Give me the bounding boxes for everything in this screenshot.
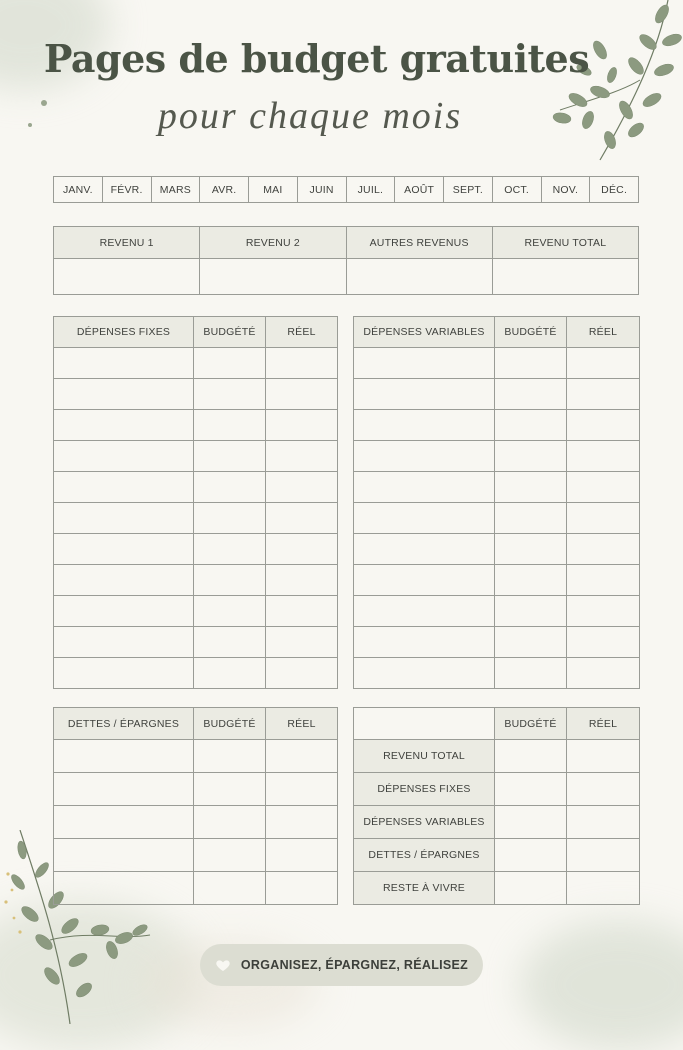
summary-cell[interactable] [567,839,640,872]
table-row [354,410,640,441]
entry-cell[interactable] [194,872,266,905]
table-row [354,534,640,565]
entry-cell[interactable] [495,379,567,410]
entry-cell[interactable] [266,658,338,689]
summary-row-fixed-expenses: DÉPENSES FIXES [354,773,495,806]
entry-cell[interactable] [194,806,266,839]
month-jun[interactable]: JUIN [297,177,346,203]
entry-cell[interactable] [266,441,338,472]
entry-cell[interactable] [54,348,194,379]
income-input-total[interactable] [492,259,638,295]
income-input-1[interactable] [54,259,200,295]
table-row [54,348,338,379]
entry-cell[interactable] [567,410,640,441]
entry-cell[interactable] [495,441,567,472]
entry-cell[interactable] [354,410,495,441]
summary-cell[interactable] [567,773,640,806]
entry-cell[interactable] [567,534,640,565]
table-row [354,379,640,410]
month-oct[interactable]: OCT. [492,177,541,203]
entry-cell[interactable] [266,806,338,839]
month-dec[interactable]: DÉC. [590,177,639,203]
table-row [54,472,338,503]
table-row [54,627,338,658]
summary-cell[interactable] [495,740,567,773]
month-jul[interactable]: JUIL. [346,177,395,203]
table-row [54,872,338,905]
debts-savings-rows [54,740,338,905]
month-selector [53,176,639,203]
variable-expenses-table [353,316,640,689]
entry-cell[interactable] [54,596,194,627]
entry-cell[interactable] [567,472,640,503]
table-row [54,740,338,773]
variable-budgeted-header: BUDGÉTÉ [495,317,567,348]
entry-cell[interactable] [54,441,194,472]
table-row [54,565,338,596]
entry-cell[interactable] [266,740,338,773]
entry-cell[interactable] [354,565,495,596]
tagline-text: ORGANISEZ, ÉPARGNEZ, RÉALISEZ [240,958,469,972]
entry-cell[interactable] [495,348,567,379]
entry-cell[interactable] [194,773,266,806]
month-jan[interactable]: JANV. [54,177,103,203]
entry-cell[interactable] [266,773,338,806]
summary-cell[interactable] [495,872,567,905]
entry-cell[interactable] [266,379,338,410]
income-header-total: REVENU TOTAL [492,227,638,259]
entry-cell[interactable] [567,596,640,627]
fixed-actual-header: RÉEL [266,317,338,348]
entry-cell[interactable] [54,534,194,565]
entry-cell[interactable] [495,596,567,627]
entry-cell[interactable] [495,410,567,441]
leaf-branch-top-right-icon [540,0,683,175]
variable-expenses-header: DÉPENSES VARIABLES [354,317,495,348]
month-nov[interactable]: NOV. [541,177,590,203]
entry-cell[interactable] [495,565,567,596]
entry-cell[interactable] [54,839,194,872]
entry-cell[interactable] [354,472,495,503]
entry-cell[interactable] [266,472,338,503]
summary-corner [354,708,495,740]
table-row [54,410,338,441]
watercolor-wash-bottom-right [520,920,683,1050]
variable-actual-header: RÉEL [567,317,640,348]
entry-cell[interactable] [567,658,640,689]
entry-cell[interactable] [266,503,338,534]
income-header-2: REVENU 2 [200,227,346,259]
entry-cell[interactable] [567,348,640,379]
summary-row-variable-expenses: DÉPENSES VARIABLES [354,806,495,839]
entry-cell[interactable] [495,472,567,503]
entry-cell[interactable] [194,565,266,596]
entry-cell[interactable] [354,596,495,627]
entry-cell[interactable] [266,839,338,872]
entry-cell[interactable] [567,627,640,658]
summary-cell[interactable] [567,872,640,905]
entry-cell[interactable] [54,806,194,839]
month-sep[interactable]: SEPT. [444,177,493,203]
entry-cell[interactable] [54,627,194,658]
table-row [354,658,640,689]
entry-cell[interactable] [567,379,640,410]
summary-cell[interactable] [495,806,567,839]
entry-cell[interactable] [354,379,495,410]
entry-cell[interactable] [495,658,567,689]
debts-actual-header: RÉEL [266,708,338,740]
entry-cell[interactable] [495,503,567,534]
entry-cell[interactable] [194,410,266,441]
entry-cell[interactable] [194,839,266,872]
entry-cell[interactable] [194,596,266,627]
entry-cell[interactable] [194,348,266,379]
income-header-other: AUTRES REVENUS [346,227,492,259]
table-row [354,472,640,503]
entry-cell[interactable] [354,348,495,379]
page-subtitle: pour chaque mois [157,95,463,137]
month-may[interactable]: MAI [249,177,298,203]
entry-cell[interactable] [266,348,338,379]
entry-cell[interactable] [194,472,266,503]
entry-cell[interactable] [54,773,194,806]
table-row [54,534,338,565]
entry-cell[interactable] [354,503,495,534]
entry-cell[interactable] [54,379,194,410]
summary-cell[interactable] [495,773,567,806]
summary-budgeted-header: BUDGÉTÉ [495,708,567,740]
table-row [54,503,338,534]
income-input-2[interactable] [200,259,346,295]
entry-cell[interactable] [194,627,266,658]
entry-cell[interactable] [266,627,338,658]
entry-cell[interactable] [266,565,338,596]
entry-cell[interactable] [194,441,266,472]
table-row [54,839,338,872]
table-row [354,627,640,658]
heart-icon [215,957,231,973]
entry-cell[interactable] [567,503,640,534]
tagline-pill [200,944,483,986]
entry-cell[interactable] [54,658,194,689]
table-row [54,441,338,472]
fixed-expenses-rows [54,348,338,689]
income-header-1: REVENU 1 [54,227,200,259]
summary-row-debts-savings: DETTES / ÉPARGNES [354,839,495,872]
entry-cell[interactable] [266,596,338,627]
table-row [354,596,640,627]
fixed-budgeted-header: BUDGÉTÉ [194,317,266,348]
variable-expenses-rows [354,348,640,689]
entry-cell[interactable] [266,534,338,565]
summary-cell[interactable] [495,839,567,872]
income-table [53,226,639,295]
entry-cell[interactable] [54,503,194,534]
page-title: Pages de budget gratuites [43,36,590,81]
summary-row-total-income: REVENU TOTAL [354,740,495,773]
entry-cell[interactable] [194,658,266,689]
entry-cell[interactable] [54,472,194,503]
entry-cell[interactable] [495,534,567,565]
month-aug[interactable]: AOÛT [395,177,444,203]
entry-cell[interactable] [567,441,640,472]
summary-cell[interactable] [567,740,640,773]
debts-savings-table [53,707,338,905]
table-row [54,379,338,410]
entry-cell[interactable] [194,740,266,773]
entry-cell[interactable] [54,565,194,596]
entry-cell[interactable] [194,534,266,565]
month-mar[interactable]: MARS [151,177,200,203]
table-row [354,565,640,596]
fixed-expenses-header: DÉPENSES FIXES [54,317,194,348]
entry-cell[interactable] [266,872,338,905]
entry-cell[interactable] [354,534,495,565]
fixed-expenses-table [53,316,338,689]
summary-row-remaining: RESTE À VIVRE [354,872,495,905]
table-row [54,596,338,627]
entry-cell[interactable] [54,872,194,905]
entry-cell[interactable] [54,740,194,773]
month-apr[interactable]: AVR. [200,177,249,203]
entry-cell[interactable] [354,658,495,689]
table-row [54,806,338,839]
entry-cell[interactable] [354,627,495,658]
debts-budgeted-header: BUDGÉTÉ [194,708,266,740]
table-row [354,348,640,379]
income-input-other[interactable] [346,259,492,295]
month-feb[interactable]: FÉVR. [102,177,151,203]
summary-cell[interactable] [567,806,640,839]
table-row [54,773,338,806]
entry-cell[interactable] [194,379,266,410]
table-row [354,441,640,472]
entry-cell[interactable] [354,441,495,472]
summary-actual-header: RÉEL [567,708,640,740]
entry-cell[interactable] [54,410,194,441]
entry-cell[interactable] [194,503,266,534]
table-row [54,658,338,689]
summary-table [353,707,640,905]
entry-cell[interactable] [266,410,338,441]
debts-savings-header: DETTES / ÉPARGNES [54,708,194,740]
entry-cell[interactable] [567,565,640,596]
table-row [354,503,640,534]
entry-cell[interactable] [495,627,567,658]
